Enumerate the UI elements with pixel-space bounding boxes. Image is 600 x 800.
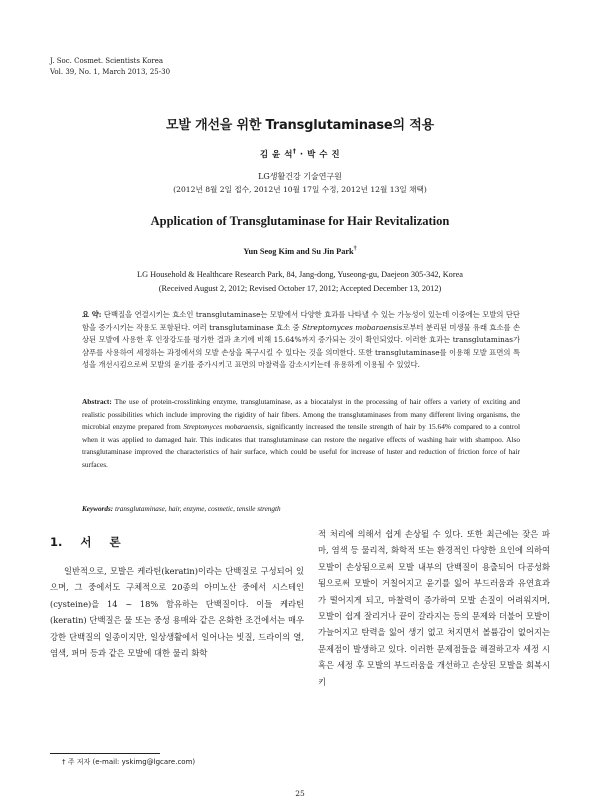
- corresponding-mark: †: [353, 246, 357, 252]
- species-name: Streptomyces mobaraensis: [183, 422, 263, 432]
- keywords-label: Keywords:: [82, 505, 114, 513]
- body-paragraph: 일반적으로, 모발은 케라틴(keratin)이라는 단백질로 구성되어 있으며, 그 중에서도 구체적으로 20종의 아미노산 중에서 시스테인(cysteine)을 14 ~ 18% 함유하는 단백질이다. 이들 케라틴(keratin) 단백질은 물 또는 중성 용매와 같은 온화한 조건에서는 매우 강한 단백질의 일종이지만, 일상생활에서 일어나는 빗질, 드라이의 열, 염색, 퍼머 등과 같은 모발에 대한 물리 화학: [50, 566, 304, 659]
- body-paragraph: 적 처리에 의해서 쉽게 손상될 수 있다. 또한 최근에는 잦은 파마, 염색 등 물리적, 화학적 또는 환경적인 다양한 요인에 의하여 모발이 손상됨으로써 모발 내부의 단백질이 용출되어 다공성화 됨으로써 모발이 거칠어지고 윤기를 잃어 부드러움과 유연효과가 떨어지게 되고, 마찰력이 증가하여 모발 손질이 어려워지며, 모발이 쉽게 잘리거나 끝이 갈라지는 등의 문제와 더불어 모발이 가늘어지고 탄력을 잃어 생기 없고 처지면서 볼륨감이 없어지는 문제점이 발생하고 있다. 이러한 문제점들을 해결하고자 세정 시 혹은 세정 후 모발의 부드러움을 개선하고 손상된 모발을 회복시키: [318, 529, 550, 687]
- korean-abstract-label: 요 약:: [82, 310, 102, 319]
- species-name: Streptomyces mobaraensis: [301, 322, 403, 332]
- english-title: Application of Transglutaminase for Hair Revitalization: [150, 214, 450, 228]
- body-column-right: [318, 526, 550, 690]
- english-affiliation: LG Household & Healthcare Research Park, 84, Jang-dong, Yuseong-gu, Daejeon 305-342, Korea: [137, 270, 463, 279]
- corresponding-mark: †: [292, 148, 297, 156]
- korean-affiliation: LG생활건강 기술연구원: [258, 172, 342, 181]
- section-heading: 1. 서 론: [50, 535, 121, 549]
- english-dates: (Received August 2, 2012; Revised October 17, 2012; Accepted December 13, 2012): [158, 284, 442, 293]
- korean-authors: 김 윤 석† · 박 수 진: [259, 148, 341, 160]
- journal-name: J. Soc. Cosmet. Scientists Korea: [50, 57, 164, 65]
- korean-dates: (2012년 8월 2일 접수, 2012년 10월 17일 수정, 2012년 12월 13일 채택): [173, 185, 427, 194]
- journal-volume: Vol. 39, No. 1, March 2013, 25-30: [50, 68, 171, 76]
- footnote: † 주 저자 (e-mail: yskimg@lgcare.com): [62, 758, 196, 766]
- keywords: Keywords: transglutaminase, hair, enzyme, cosmetic, tensile strength: [82, 505, 281, 513]
- page-number: 25: [295, 789, 305, 798]
- english-abstract-label: Abstract:: [82, 397, 112, 406]
- korean-title: 모발 개선을 위한 Transglutaminase의 적용: [166, 118, 434, 133]
- english-authors: Yun Seog Kim and Su Jin Park†: [243, 246, 357, 256]
- body-column-left: [50, 563, 304, 661]
- journal-citation: [50, 56, 170, 78]
- english-abstract: Abstract: The use of protein-crosslinking enzyme, transglutaminase, as a biocatalyst in the processing of hair offers a variety of exciting and realistic possibilities which include improving the rigidity of hair fibers. Among the transglutaminases from many different living organisms, the microbial enzyme prepared from Streptomyces mobaraensis, significantly increased the tensile strength of hair by 15.64% compared to a control when it was applied to damaged hair. This indicates that transglutaminase can restore the negative effects of washing hair with shampoo. Also transglutaminase improved the characteristics of hair surface, which could be useful for increase of luster and reduction of friction force of hair surfaces.: [82, 397, 521, 469]
- footnote-divider: [50, 753, 160, 754]
- korean-abstract: 요 약: 단백질을 연결시키는 효소인 transglutaminase는 모발에서 다양한 효과를 나타낼 수 있는 가능성이 있는데 이중에는 모발의 단단함을 증가시키는 작용도 포함된다. 여러 transglutaminase 효소 중 Streptomyces mobaraensis로부터 분리된 미생물 유래 효소를 손상된 모발에 사용한 후 인장강도를 평가한 결과 초기에 비해 15.64%까지 증가되는 것이 확인되었다. 이러한 효과는 transglutaminas가 샴푸를 사용하여 세정하는 과정에서의 모발 손상을 복구시킬 수 있다는 것을 의미한다. 또한 transglutaminase를 이용해 모발 표면의 특성을 개선시킴으로써 모발의 윤기를 증가시키고 표면의 마찰력을 감소시키는데 유용하게 이용될 수 있었다.: [82, 310, 521, 370]
